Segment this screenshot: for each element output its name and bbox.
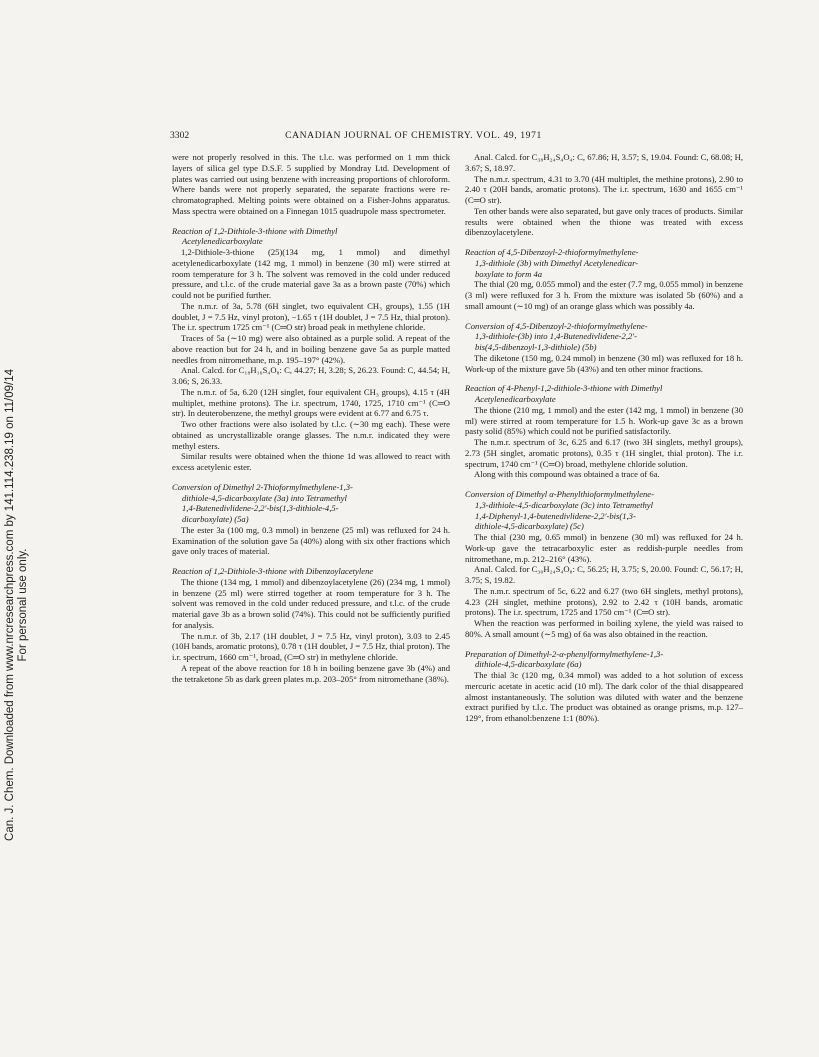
paragraph: were not properly resolved in this. The t.l.c. was performed on 1 mm thick layers of silica gel type D.S.F. 5 supplied by Mondray Ltd. Development of plates was carried out using benzene with increasing proportions of chloroform. Where bands were not properly separated, the separate fractions were re-chromatographed. Melting points were obtained on a Fisher-Johns apparatus. Mass spectra were obtained on a Finnegan 1015 quadrupole mass spectrometer. xyxy=(172,152,450,216)
section-heading-text: Reaction of 1,2-Dithiole-3-thione with Dibenzoylacetylene xyxy=(172,566,374,576)
paragraph: The thial 3c (120 mg, 0.34 mmol) was added to a hot solution of excess mercuric acetate in acetic acid (10 ml). The dark color of the thial disappeared almost instantaneously. The solution was diluted with water and the benzene extract purified by t.l.c. The product was obtained as orange prisms, m.p. 127–129°, from ethanol:benzene 1:1 (80%). xyxy=(465,670,743,723)
paragraph: The n.m.r. spectrum of 3c, 6.25 and 6.17 (two 3H singlets, methyl groups), 2.73 (5H singlet, aromatic protons), 0.35 τ (1H singlet, thial proton). The i.r. spectrum, 1740 cm⁻¹ (C═O) broad, methylene chloride solution. xyxy=(465,437,743,469)
section-heading-continuation: boxylate to form 4a xyxy=(475,268,543,279)
paragraph: Similar results were obtained when the thione 1d was allowed to react with excess acetylenic ester. xyxy=(172,451,450,472)
section-heading xyxy=(465,321,743,353)
section-heading-continuation: 1,4-Butenedivlidene-2,2′-bis(1,3-dithiole-4,5- xyxy=(182,503,339,514)
section-heading-continuation: dithiole-4,5-dicarboxylate (6a) xyxy=(475,659,582,670)
section-heading xyxy=(172,482,450,525)
paragraph: Traces of 5a (∼10 mg) were also obtained as a purple solid. A repeat of the above reaction but for 24 h, and in boiling benzene gave 5a as purple matted needles from nitromethane, m.p. 195–197° (42%). xyxy=(172,333,450,365)
section-heading-continuation: 1,4-Diphenyl-1,4-butenedivlidene-2,2′-bis(1,3- xyxy=(475,510,636,521)
paragraph: The thial (20 mg, 0.055 mmol) and the ester (7.7 mg, 0.055 mmol) in benzene (3 ml) were refluxed for 3 h. From the mixture was isolated 5b (60%) and a small amount (∼10 mg) of an orange glass which was possibly 4a. xyxy=(465,279,743,311)
paragraph: Anal. Calcd. for C₃₀H₂₄S₄O₈: C, 56.25; H, 3.75; S, 20.00. Found: C, 56.17; H, 3.75; S, 19.82. xyxy=(465,564,743,585)
paragraph: The thione (210 mg, 1 mmol) and the ester (142 mg, 1 mmol) in benzene (30 ml) were stirred at room temperature for 1.5 h. Work-up gave 3c as a brown pasty solid (85%) which could not be purified satisfactorily. xyxy=(465,404,743,437)
paragraph: When the reaction was performed in boiling xylene, the yield was raised to 80%. A small amount (∼5 mg) of 6a was also obtained in the reaction. xyxy=(465,618,743,639)
section-heading-text: Conversion of Dimethyl α-Phenylthioformylmethylene- xyxy=(465,489,654,499)
section-heading-continuation: dithiole-4,5-dicarboxylate) (5c) xyxy=(475,521,584,532)
section-heading xyxy=(172,226,450,248)
paragraph: The n.m.r. of 3a, 5.78 (6H singlet, two equivalent CH₃ groups), 1.55 (1H doublet, J = 7.5 Hz, vinyl proton), −1.65 τ (1H doublet, J = 7.5 Hz, thial proton). The i.r. spectrum 1725 cm⁻¹ (C═O str) broad peak in methylene chloride. xyxy=(172,300,450,333)
section-heading-continuation: bis(4,5-dibenzoyl-1,3-dithiole) (5b) xyxy=(475,342,597,352)
paragraph: The n.m.r. of 5a, 6.20 (12H singlet, four equivalent CH₃ groups), 4.15 τ (4H multiplet, methine protons). The i.r. spectrum, 1740, 1725, 1710 cm⁻¹ (C═O str). In deuterobenzene, the methyl groups were evident at 6.77 and 6.75 τ. xyxy=(172,386,450,419)
section-heading xyxy=(465,649,743,671)
page-number: 3302 xyxy=(170,130,190,141)
download-watermark xyxy=(0,170,34,1040)
section-heading-continuation: Acetylenedicarboxylate xyxy=(182,236,263,247)
section-heading xyxy=(465,247,743,279)
section-heading-continuation: dithiole-4,5-dicarboxylate (3a) into Tetramethyl xyxy=(182,492,347,503)
paragraph: The thial (230 mg, 0.65 mmol) in benzene (30 ml) was refluxed for 24 h. Work-up gave the tetracarboxylic ester as reddish-purple needles from nitromethane, m.p. 212–216° (43%). xyxy=(465,532,743,564)
personal-use-notice: For personal use only. xyxy=(17,548,29,662)
journal-title: CANADIAN JOURNAL OF CHEMISTRY. VOL. 49, 1971 xyxy=(285,130,542,141)
section-heading-text: Reaction of 4-Phenyl-1,2-dithiole-3-thione with Dimethyl xyxy=(465,383,663,394)
left-column xyxy=(172,152,450,684)
right-column xyxy=(465,152,743,724)
section-heading xyxy=(172,566,450,577)
section-heading-text: Reaction of 1,2-Dithiole-3-thione with Dimethyl xyxy=(172,225,338,236)
section-heading-continuation: 1,3-dithiole-(3b) into 1,4-Butenedivlidene-2,2′- xyxy=(475,331,638,342)
paragraph: The ester 3a (100 mg, 0.3 mmol) in benzene (25 ml) was refluxed for 24 h. Examination of the solution gave 5a (40%) along with six other fractions which gave only traces of material. xyxy=(172,524,450,557)
section-heading-continuation: 1,3-dithiole-4,5-dicarboxylate (3c) into Tetramethyl xyxy=(475,499,653,510)
paragraph: Two other fractions were also isolated by t.l.c. (∼30 mg each). These were obtained as uncrystallizable orange glasses. The n.m.r. indicated they were methyl esters. xyxy=(172,419,450,451)
section-heading-text: Preparation of Dimethyl-2-α-phenylformylmethylene-1,3- xyxy=(465,648,664,659)
section-heading-text: Conversion of 4,5-Dibenzoyl-2-thioformylmethylene- xyxy=(465,320,648,331)
section-heading-continuation: dicarboxylate) (5a) xyxy=(182,514,249,524)
running-header xyxy=(170,130,657,144)
paragraph: A repeat of the above reaction for 18 h in boiling benzene gave 3b (4%) and the tetraketone 5b as dark green plates m.p. 203–205° from nitromethane (38%). xyxy=(172,662,450,684)
section-heading-text: Reaction of 4,5-Dibenzoyl-2-thioformylmethylene- xyxy=(465,247,639,257)
section-heading-continuation: 1,3-dithiole (3b) with Dimethyl Acetylenedicar- xyxy=(475,257,639,268)
paragraph: The n.m.r. spectrum of 5c, 6.22 and 6.27 (two 6H singlets, methyl protons), 4.23 (2H singlet, methine protons), 2.92 to 2.42 τ (10H bands, aromatic protons). The i.r. spectrum, 1725 and 1750 cm⁻¹ (C═O str). xyxy=(465,585,743,618)
paragraph: Anal. Calcd. for C₃₈H₂₄S₄O₄: C, 67.86; H, 3.57; S, 19.04. Found: C, 68.08; H, 3.67; S, 18.97. xyxy=(465,152,743,173)
paragraph: The n.m.r. of 3b, 2.17 (1H doublet, J = 7.5 Hz, vinyl proton), 3.03 to 2.45 (10H bands, aromatic protons), 0.78 τ (1H doublet, J = 7.5 Hz, thial proton). The i.r. spectrum, 1660 cm⁻¹, broad, (C═O str) in methylene chloride. xyxy=(172,630,450,662)
paragraph: Ten other bands were also separated, but gave only traces of products. Similar results were obtained when the thione was treated with excess dibenzoylacetylene. xyxy=(465,205,743,238)
paragraph: Anal. Calcd. for C₁₈H₁₆S₄O₈: C, 44.27; H, 3.28; S, 26.23. Found: C, 44.54; H, 3.06; S, 26.33. xyxy=(172,365,450,386)
section-heading-continuation: Acetylenedicarboxylate xyxy=(475,394,556,404)
section-heading xyxy=(465,489,743,532)
section-heading xyxy=(465,383,743,405)
paragraph: Along with this compound was obtained a trace of 6a. xyxy=(474,469,660,480)
paragraph: The n.m.r. spectrum, 4.31 to 3.70 (4H multiplet, the methine protons), 2.90 to 2.40 τ (20H bands, aromatic protons). The i.r. spectrum, 1630 and 1655 cm⁻¹ (C═O str). xyxy=(465,173,743,205)
paragraph: The thione (134 mg, 1 mmol) and dibenzoylacetylene (26) (234 mg, 1 mmol) in benzene (25 ml) were stirred together at room temperature for 3 h. The solvent was removed in the cold under reduced pressure, and t.l.c. of the crude material gave 3b as a brown solid (74%). This could not be sufficiently purified for analysis. xyxy=(172,576,450,630)
paragraph: The diketone (150 mg, 0.24 mmol) in benzene (30 ml) was refluxed for 18 h. Work-up of the mixture gave 5b (43%) and ten other minor fractions. xyxy=(465,352,743,374)
paragraph: 1,2-Dithiole-3-thione (25)(134 mg, 1 mmol) and dimethyl acetylenedicarboxylate (142 mg, 1 mmol) in benzene (30 ml) were stirred at room temperature for 3 h. The solvent was removed in the cold under reduced pressure, and t.l.c. of the crude material gave 3a as a brown paste (70%) which could not be purified further. xyxy=(172,247,450,300)
section-heading-text: Conversion of Dimethyl 2-Thioformylmethylene-1,3- xyxy=(172,481,353,492)
download-notice: Can. J. Chem. Downloaded from www.nrcresearchpress.com by 141.114.238.19 on 11/09/14 xyxy=(4,369,16,841)
